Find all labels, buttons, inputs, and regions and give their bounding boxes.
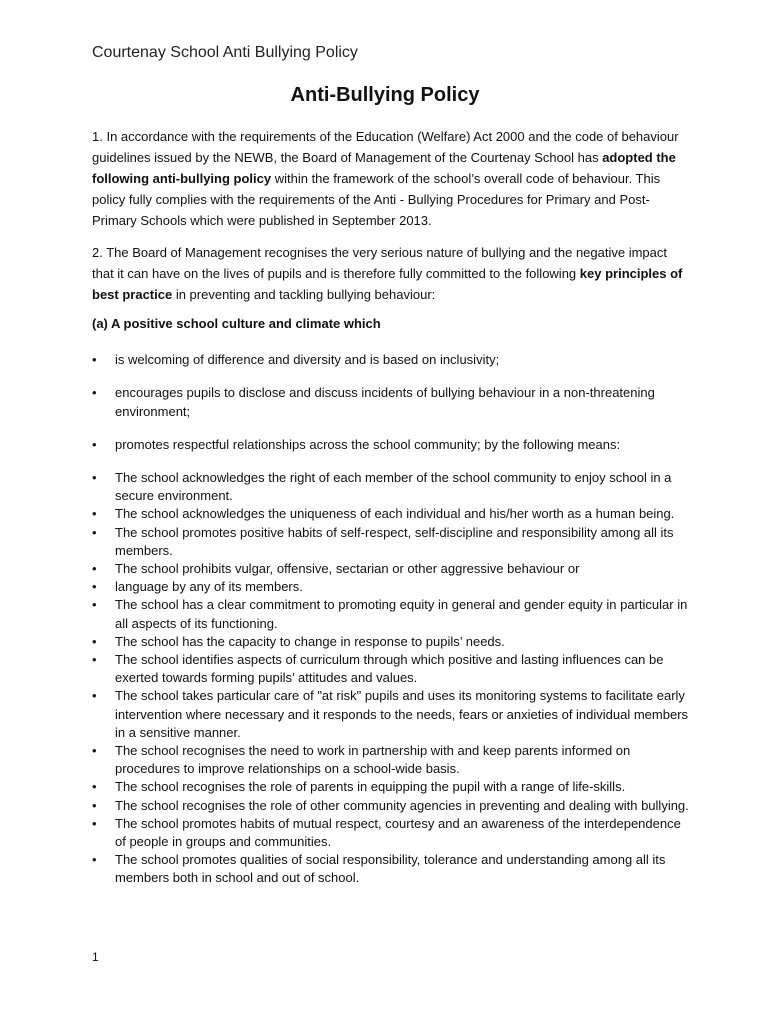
list-item xyxy=(92,742,692,778)
list-item xyxy=(92,505,692,523)
bullet-icon: • xyxy=(92,437,97,452)
list-item xyxy=(92,633,692,651)
list-item-text: The school identifies aspects of curriculum through which positive and lasting influences can be exerted towards forming pupils’ attitudes and values. xyxy=(115,652,664,686)
page-number: 1 xyxy=(92,950,99,964)
page-title: Anti-Bullying Policy xyxy=(290,84,480,106)
bullet-icon: • xyxy=(92,470,97,485)
list-item xyxy=(92,383,692,421)
list-item xyxy=(92,578,692,596)
list-item xyxy=(92,435,692,454)
list-item-text: encourages pupils to disclose and discuss incidents of bullying behaviour in a non-threatening environment; xyxy=(115,385,655,419)
bullet-icon: • xyxy=(92,688,97,704)
paragraph-2-text: 2. The Board of Management recognises the very serious nature of bullying and the negative impact that it can have on the lives of pupils and is therefore fully committed to the following xyxy=(92,245,667,281)
bullet-icon: • xyxy=(92,506,97,522)
list-item-text: The school takes particular care of "at risk" pupils and uses its monitoring systems to facilitate early intervention where necessary and it responds to the needs, fears or anxieties of individual members in a sensitive manner. xyxy=(115,688,689,740)
bullet-icon: • xyxy=(92,797,97,813)
list-item xyxy=(92,851,692,887)
bullet-icon: • xyxy=(92,633,97,649)
bullet-icon: • xyxy=(92,815,97,831)
paragraph-1-text-end: within the framework of the school’s overall code of behaviour. This policy fully complies with the requirements of the Anti - Bullying Procedures for Primary and Post-Primary Schools which were published in September 2013. xyxy=(92,171,661,228)
list-item-text: The school has a clear commitment to promoting equity in general and gender equity in particular in all aspects of its functioning. xyxy=(115,597,688,631)
means-list xyxy=(92,469,692,888)
bullet-icon: • xyxy=(92,852,97,868)
list-item-text: The school prohibits vulgar, offensive, sectarian or other aggressive behaviour or xyxy=(115,561,580,577)
list-item xyxy=(92,350,692,369)
running-header: Courtenay School Anti Bullying Policy xyxy=(92,44,358,61)
list-item xyxy=(92,560,692,578)
bullet-icon: • xyxy=(92,579,97,595)
list-item-text: The school recognises the need to work in partnership with and keep parents informed on procedures to improve relationships on a school-wide basis. xyxy=(115,743,631,777)
paragraph-2-text-end: in preventing and tackling bullying behaviour: xyxy=(172,287,436,302)
list-item-text: The school promotes qualities of social responsibility, tolerance and understanding among all its members both in school and out of school. xyxy=(115,852,666,886)
principles-list xyxy=(92,350,692,468)
paragraph-1-text: 1. In accordance with the requirements of the Education (Welfare) Act 2000 and the code of behaviour guidelines issued by the NEWB, the Board of Management of the Courtenay School has xyxy=(92,129,679,165)
list-item-text: The school acknowledges the uniqueness of each individual and his/her worth as a human being. xyxy=(115,506,675,522)
bullet-icon: • xyxy=(92,561,97,577)
list-item xyxy=(92,687,692,742)
list-item xyxy=(92,596,692,632)
list-item xyxy=(92,815,692,851)
paragraph-1 xyxy=(92,126,692,231)
bullet-icon: • xyxy=(92,385,97,400)
list-item-text: The school promotes positive habits of self-respect, self-discipline and responsibility among all its members. xyxy=(115,524,674,558)
list-item xyxy=(92,778,692,796)
paragraph-1-bold: adopted the following anti-bullying policy xyxy=(92,150,676,186)
section-heading: (a) A positive school culture and climate which xyxy=(92,316,381,331)
list-item-text: The school promotes habits of mutual respect, courtesy and an awareness of the interdependence of people in groups and communities. xyxy=(115,815,681,850)
paragraph-2-bold: key principles of best practice xyxy=(92,266,683,302)
bullet-icon: • xyxy=(92,597,97,613)
list-item-text: is welcoming of difference and diversity and is based on inclusivity; xyxy=(115,352,500,367)
list-item-text: The school acknowledges the right of each member of the school community to enjoy school in a secure environment. xyxy=(115,470,672,504)
list-item-text: promotes respectful relationships across the school community; by the following means: xyxy=(115,437,621,452)
bullet-icon: • xyxy=(92,524,97,540)
list-item xyxy=(92,524,692,560)
list-item xyxy=(92,651,692,687)
list-item-text: The school recognises the role of parents in equipping the pupil with a range of life-skills. xyxy=(115,779,626,795)
paragraph-2 xyxy=(92,242,692,305)
bullet-icon: • xyxy=(92,652,97,668)
bullet-icon: • xyxy=(92,743,97,759)
list-item-text: language by any of its members. xyxy=(115,579,303,595)
list-item xyxy=(92,469,692,505)
list-item-text: The school recognises the role of other community agencies in preventing and dealing with bullying. xyxy=(115,797,689,813)
bullet-icon: • xyxy=(92,779,97,795)
list-item-text: The school has the capacity to change in response to pupils’ needs. xyxy=(115,633,505,649)
list-item xyxy=(92,797,692,815)
bullet-icon: • xyxy=(92,352,97,367)
